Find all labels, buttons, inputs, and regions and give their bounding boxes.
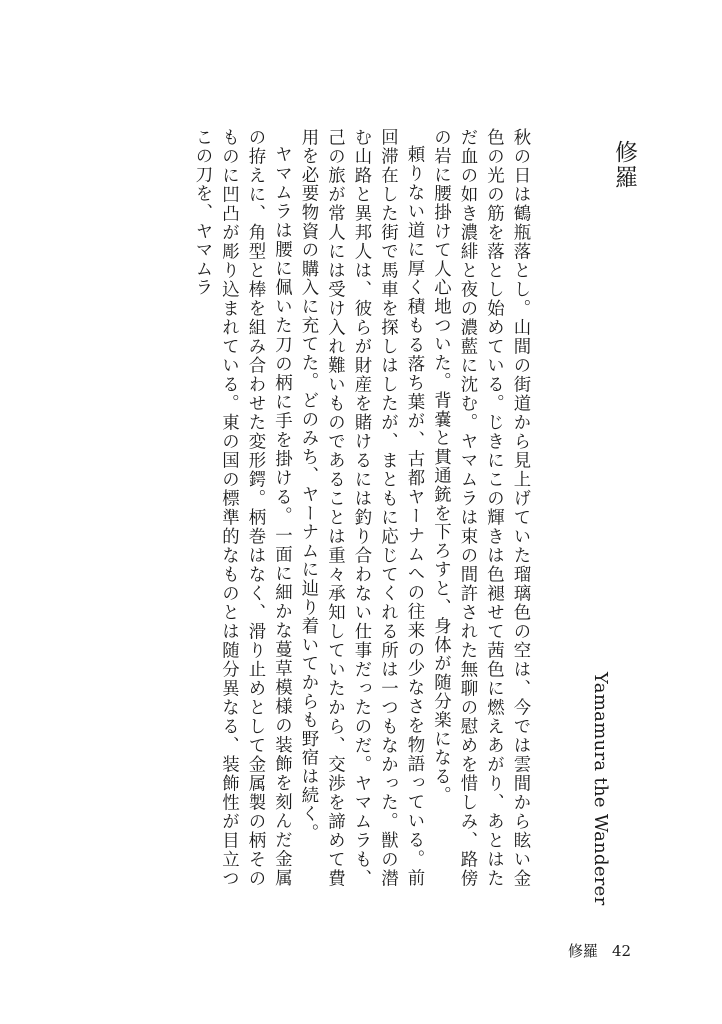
chapter-subtitle: Yamamura the Wanderer <box>590 672 611 906</box>
page-number: 42 <box>612 942 632 960</box>
paragraph-3: ヤマムラは腰に佩いた刀の柄に手を掛ける。一面に細かな蔓草模様の装飾を刻んだ金属の拵えに、角型と棒を組み合わせた変形鍔。柄巻はなく、滑り止めとして金属製の柄そのものに凹凸が彫り込まれている。東の国の標準的なものとは随分異なる、装飾性が目立つこの刀を、ヤマムラ <box>192 128 292 888</box>
page-footer <box>568 937 668 965</box>
chapter-title: 修羅 <box>611 140 637 190</box>
running-head: 修羅 <box>568 942 599 960</box>
paragraph-2: 頼りない道に厚く積もる落ち葉が、古都ヤーナムへの往来の少なさを物語っている。前回滞在した街で馬車を探しはしたが、まともに応じてくれる所は一つもなかった。獣の潜む山路と異邦人は、彼らが財産を賭けるには釣り合わない仕事だったのだ。ヤマムラも、己の旅が常人には受け入れ難いものであることは重々承知していたから、交渉を諦めて費用を必要物資の購入に充てた。どのみち、ヤーナムに辿り着いてからも野宿は続く。 <box>298 128 424 888</box>
paragraph-1: 秋の日は鶴瓶落とし。山間の街道から見上げていた瑠璃色の空は、今では雲間から眩い金色の光の筋を落とし始めている。じきにこの輝きは色褪せて茜色に燃えあがり、あとはただ血の如き濃緋と夜の濃藍に沈む。ヤマムラは束の間許された無聊の慰めを惜しみ、路傍の岩に腰掛けて人心地ついた。背嚢と貫通銃を下ろすと、身体が随分楽になる。 <box>430 128 530 888</box>
body-text <box>155 128 533 888</box>
